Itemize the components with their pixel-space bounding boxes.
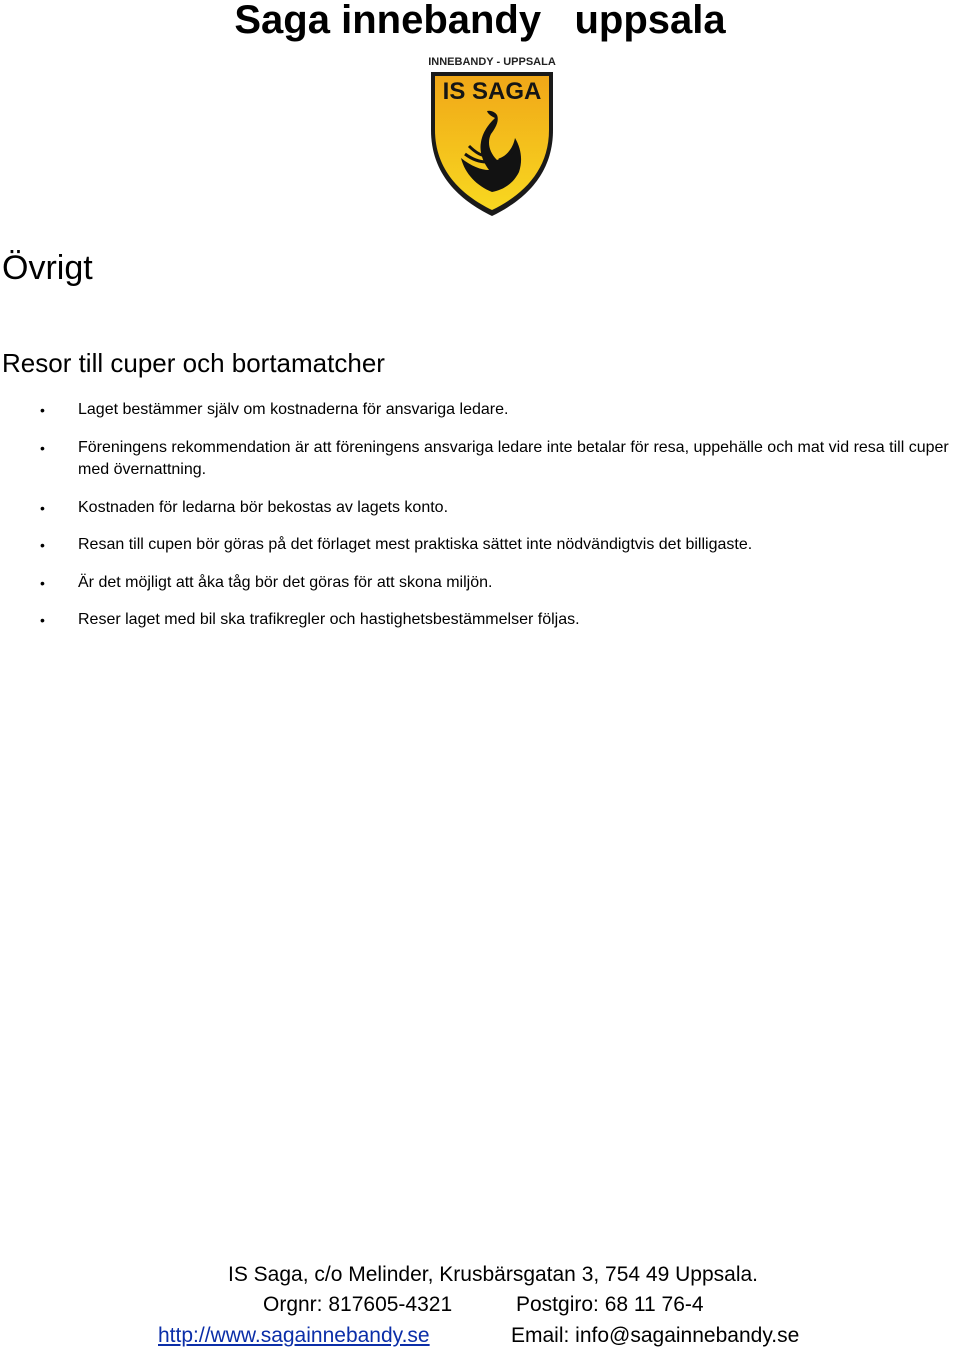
- bullet-icon: •: [40, 574, 45, 591]
- footer-address: IS Saga, c/o Melinder, Krusbärsgatan 3, 754 49 Uppsala.: [228, 1263, 758, 1286]
- swan-shield-icon: [425, 54, 559, 220]
- list-item-text: Är det möjligt att åka tåg bör det göras för att skona miljön.: [78, 573, 493, 591]
- list-item-text: Reser laget med bil ska trafikregler och hastighetsbestämmelser följas.: [78, 611, 580, 628]
- bullet-icon: •: [40, 402, 45, 418]
- svg-text:IS SAGA: IS SAGA: [442, 78, 542, 105]
- bullet-icon: •: [40, 499, 45, 516]
- club-logo: [425, 54, 559, 220]
- bullet-list: [0, 399, 960, 647]
- list-item-text: Föreningens rekommendation är att föreningens ansvariga ledare inte betalar för resa, uppehälle och mat vid resa till cuper med övernattning.: [78, 438, 949, 478]
- list-item-text: Kostnaden för ledarna bör bekostas av lagets konto.: [78, 498, 449, 516]
- list-item-text: Resan till cupen bör göras på det förlaget mest praktiska sättet inte nödvändigtvis det billigaste.: [78, 536, 753, 553]
- bullet-icon: •: [40, 537, 45, 553]
- footer-orgnr: Orgnr: 817605-4321: [263, 1293, 453, 1316]
- list-item: [0, 534, 960, 557]
- footer-website-link[interactable]: http://www.sagainnebandy.se: [158, 1324, 430, 1347]
- bullet-icon: •: [40, 439, 45, 456]
- section-title: Övrigt: [2, 249, 93, 287]
- footer-postgiro: Postgiro: 68 11 76-4: [516, 1293, 704, 1316]
- list-item: [0, 437, 960, 482]
- list-item: [0, 609, 960, 632]
- list-item-text: Laget bestämmer själv om kostnaderna för ansvariga ledare.: [78, 401, 509, 418]
- page-header-title: Saga innebandy uppsala: [234, 0, 726, 42]
- svg-text:INNEBANDY - UPPSALA: INNEBANDY - UPPSALA: [428, 56, 556, 68]
- list-item: [0, 497, 960, 520]
- bullet-icon: •: [40, 612, 45, 628]
- footer-email: Email: info@sagainnebandy.se: [511, 1324, 800, 1347]
- list-item: [0, 572, 960, 595]
- list-item: [0, 399, 960, 422]
- section-subtitle: Resor till cuper och bortamatcher: [2, 348, 385, 378]
